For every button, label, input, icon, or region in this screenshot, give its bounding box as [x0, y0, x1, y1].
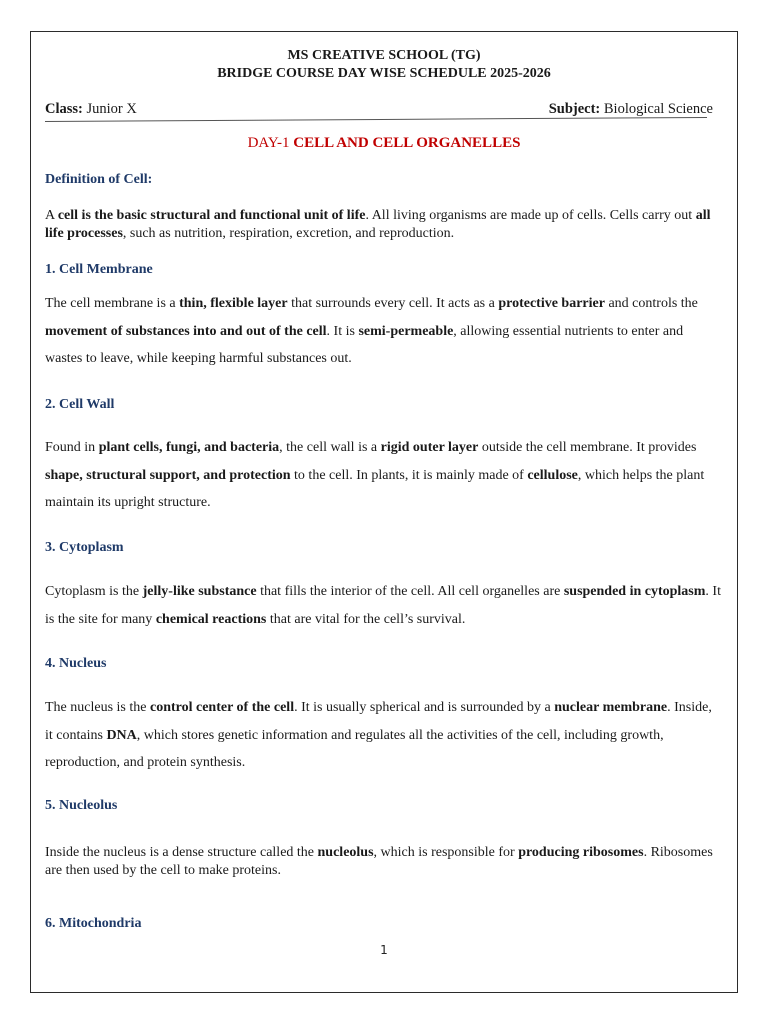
section-heading-nucleolus: 5. Nucleolus: [45, 798, 118, 813]
bold-term: control center of the cell: [149, 700, 295, 715]
text-run: that fills the interior of the cell. All cell organelles are: [256, 584, 564, 599]
bold-term: semi-permeable: [358, 323, 454, 339]
bold-term: suspended in cytoplasm: [563, 584, 706, 599]
bold-term: DNA: [106, 727, 137, 743]
bold-term: nuclear membrane: [554, 700, 668, 715]
text-run: , such as nutrition, respiration, excretion, and reproduction.: [122, 226, 455, 241]
bold-term: plant cells, fungi, and bacteria: [98, 440, 280, 455]
section-heading-cytoplasm: 3. Cytoplasm: [45, 540, 124, 555]
text-run: . It is: [326, 323, 359, 339]
bold-term: rigid outer layer: [380, 440, 479, 455]
bold-term: thin, flexible layer: [179, 296, 288, 311]
bold-term: cell is the basic structural and functional unit of life: [57, 208, 366, 223]
bold-term: shape, structural support, and protection: [45, 467, 291, 483]
text-run: , allowing essential nutrients to enter and wastes to leave, while keeping harmful substances out.: [45, 323, 684, 366]
bold-term: cellulose: [527, 467, 578, 483]
text-run: that surrounds every cell. It acts as a: [287, 296, 499, 311]
text-run: A: [45, 208, 58, 223]
day-title: [0, 135, 768, 152]
subject-label: Subject:: [548, 101, 601, 117]
text-run: outside the cell membrane. It provides: [478, 440, 697, 455]
text-run: , the cell wall is a: [279, 440, 381, 455]
section-heading-mitochondria: 6. Mitochondria: [45, 916, 142, 931]
day-prefix: DAY-1: [247, 135, 294, 151]
section-paragraph-cell-membrane: [45, 290, 721, 373]
subject-value: Biological Science: [600, 101, 713, 117]
text-run: , which is responsible for: [373, 845, 519, 860]
school-name: MS CREATIVE SCHOOL (TG): [287, 48, 481, 63]
bold-term: jelly-like substance: [142, 584, 257, 599]
section-paragraph-nucleolus: [45, 844, 721, 880]
bold-term: producing ribosomes: [518, 845, 644, 860]
class-value: Junior X: [82, 101, 137, 117]
bold-term: movement of substances into and out of the cell: [45, 323, 327, 339]
text-run: The cell membrane is a: [45, 296, 180, 311]
class-info: [45, 101, 137, 118]
text-run: . Inside, it contains: [45, 700, 712, 743]
text-run: , which stores genetic information and regulates all the activities of the cell, including growth, reproduction, and protein synthesis.: [45, 727, 664, 770]
section-paragraph-nucleus: [45, 694, 721, 777]
definition-heading: Definition of Cell:: [45, 172, 153, 187]
text-run: . All living organisms are made up of cells. Cells carry out: [365, 208, 696, 223]
definition-paragraph: [45, 207, 721, 243]
text-run: . It is the site for many: [45, 584, 721, 627]
bold-term: all life processes: [45, 208, 711, 241]
text-run: Inside the nucleus is a dense structure called the: [45, 845, 318, 860]
page-number: 1: [380, 943, 388, 957]
section-heading-cell-wall: 2. Cell Wall: [45, 397, 115, 412]
day-topic: CELL AND CELL ORGANELLES: [293, 135, 521, 151]
text-run: The nucleus is the: [45, 700, 150, 715]
text-run: . It is usually spherical and is surrounded by a: [294, 700, 555, 715]
bold-term: chemical reactions: [155, 611, 267, 627]
section-heading-nucleus: 4. Nucleus: [45, 656, 107, 671]
text-run: Cytoplasm is the: [45, 584, 143, 599]
text-run: to the cell. In plants, it is mainly made of: [290, 467, 528, 483]
section-paragraph-cytoplasm: [45, 578, 721, 633]
section-paragraph-cell-wall: [45, 434, 721, 517]
class-label: Class:: [45, 101, 83, 117]
bold-term: protective barrier: [498, 296, 605, 311]
text-run: Found in: [45, 440, 99, 455]
text-run: . Ribosomes are then used by the cell to make proteins.: [45, 845, 713, 878]
text-run: that are vital for the cell’s survival.: [266, 611, 466, 627]
text-run: and controls the: [604, 296, 698, 311]
section-heading-cell-membrane: 1. Cell Membrane: [45, 262, 153, 277]
course-title: BRIDGE COURSE DAY WISE SCHEDULE 2025-2026: [217, 66, 551, 81]
subject-info: [549, 101, 713, 118]
text-run: , which helps the plant maintain its upright structure.: [45, 467, 705, 510]
bold-term: nucleolus: [317, 845, 374, 860]
